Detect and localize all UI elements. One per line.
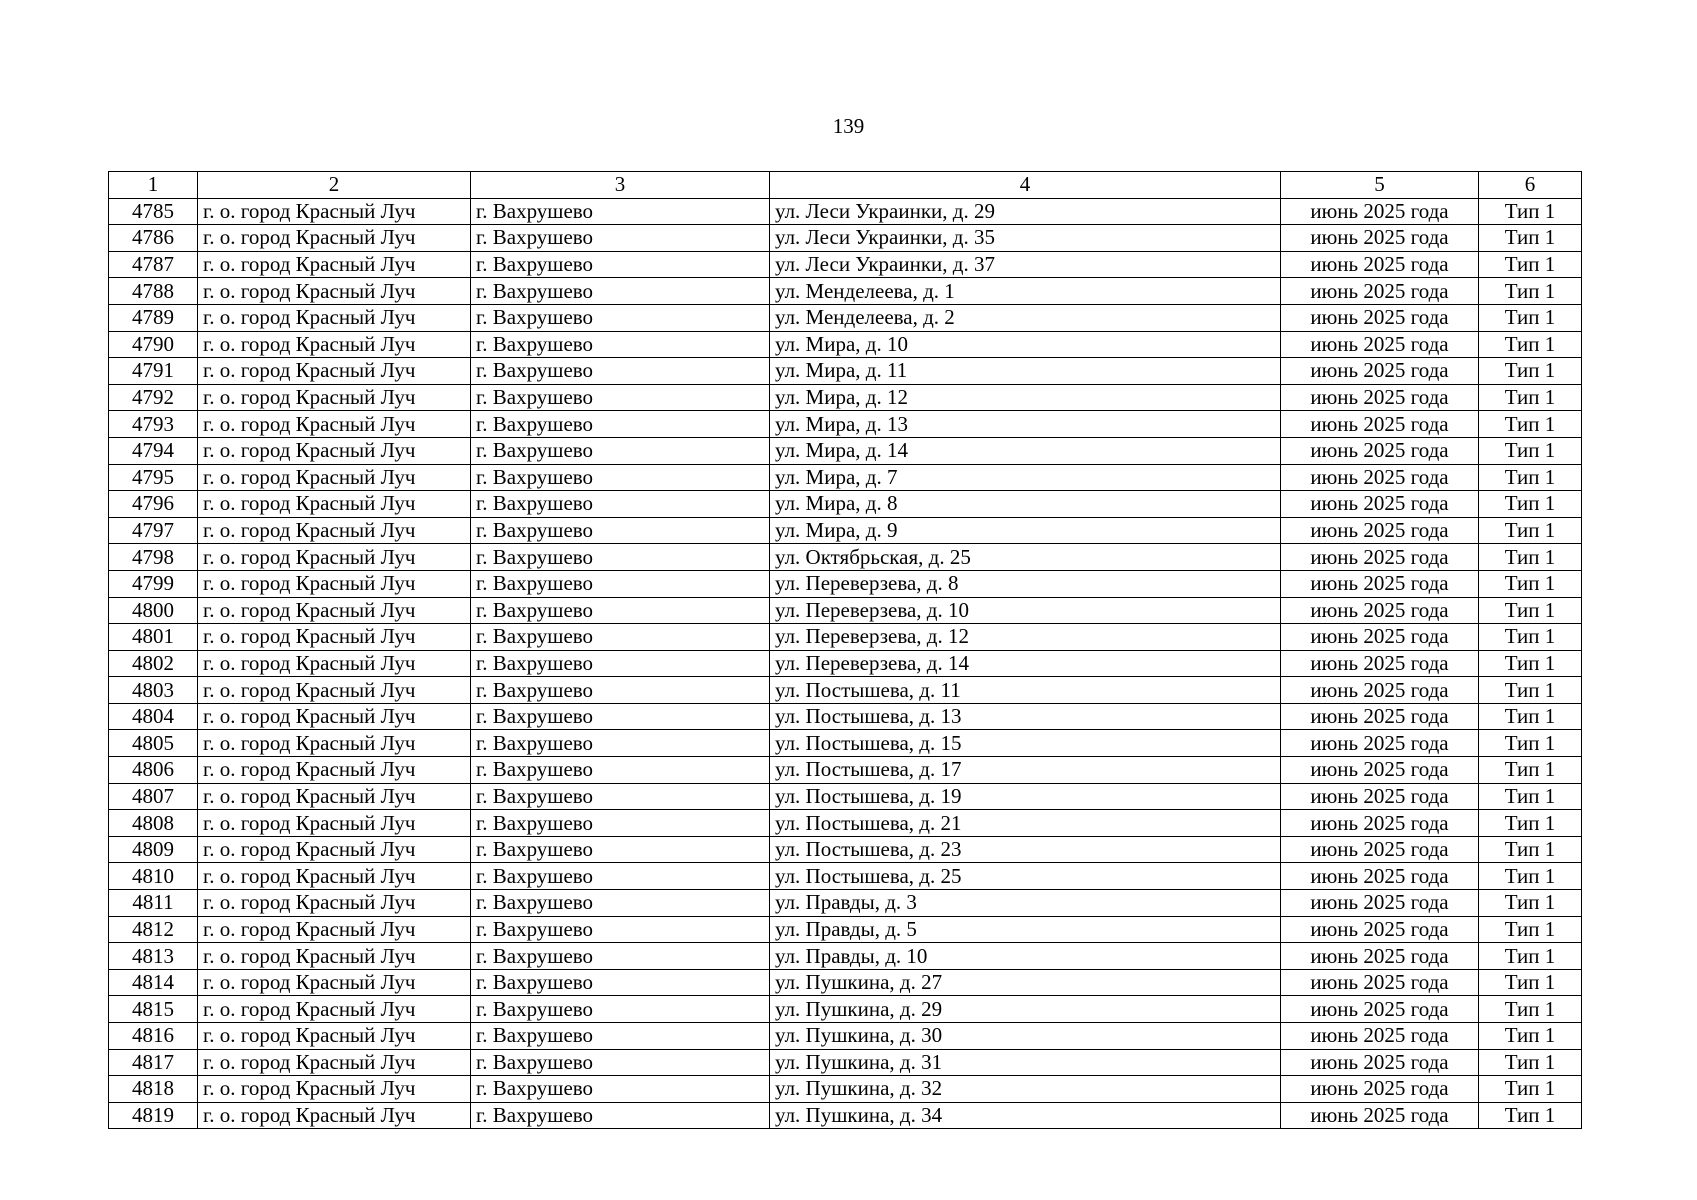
row-number-cell: 4787 (109, 251, 198, 278)
deadline-cell: июнь 2025 года (1281, 650, 1479, 677)
address-cell: ул. Мира, д. 9 (770, 517, 1281, 544)
address-cell: ул. Леси Украинки, д. 37 (770, 251, 1281, 278)
municipality-cell: г. о. город Красный Луч (198, 570, 471, 597)
deadline-cell: июнь 2025 года (1281, 517, 1479, 544)
type-cell: Тип 1 (1479, 863, 1582, 890)
table-row (109, 1076, 1582, 1103)
municipality-cell: г. о. город Красный Луч (198, 1102, 471, 1129)
type-cell: Тип 1 (1479, 650, 1582, 677)
table-row (109, 198, 1582, 225)
address-cell: ул. Правды, д. 3 (770, 890, 1281, 917)
municipality-cell: г. о. город Красный Луч (198, 1023, 471, 1050)
settlement-cell: г. Вахрушево (471, 384, 770, 411)
row-number-cell: 4809 (109, 836, 198, 863)
address-cell: ул. Мира, д. 10 (770, 331, 1281, 358)
column-header: 1 (109, 172, 198, 199)
row-number-cell: 4803 (109, 677, 198, 704)
municipality-cell: г. о. город Красный Луч (198, 757, 471, 784)
settlement-cell: г. Вахрушево (471, 650, 770, 677)
registry-table (108, 171, 1582, 1129)
row-number-cell: 4819 (109, 1102, 198, 1129)
type-cell: Тип 1 (1479, 1049, 1582, 1076)
deadline-cell: июнь 2025 года (1281, 1023, 1479, 1050)
deadline-cell: июнь 2025 года (1281, 1049, 1479, 1076)
type-cell: Тип 1 (1479, 943, 1582, 970)
row-number-cell: 4789 (109, 304, 198, 331)
table-row (109, 464, 1582, 491)
municipality-cell: г. о. город Красный Луч (198, 517, 471, 544)
address-cell: ул. Постышева, д. 23 (770, 836, 1281, 863)
settlement-cell: г. Вахрушево (471, 624, 770, 651)
municipality-cell: г. о. город Красный Луч (198, 836, 471, 863)
type-cell: Тип 1 (1479, 969, 1582, 996)
type-cell: Тип 1 (1479, 783, 1582, 810)
municipality-cell: г. о. город Красный Луч (198, 916, 471, 943)
row-number-cell: 4796 (109, 491, 198, 518)
settlement-cell: г. Вахрушево (471, 597, 770, 624)
table-row (109, 1102, 1582, 1129)
type-cell: Тип 1 (1479, 491, 1582, 518)
settlement-cell: г. Вахрушево (471, 916, 770, 943)
row-number-cell: 4816 (109, 1023, 198, 1050)
settlement-cell: г. Вахрушево (471, 757, 770, 784)
type-cell: Тип 1 (1479, 437, 1582, 464)
settlement-cell: г. Вахрушево (471, 943, 770, 970)
row-number-cell: 4791 (109, 358, 198, 385)
address-cell: ул. Леси Украинки, д. 29 (770, 198, 1281, 225)
row-number-cell: 4788 (109, 278, 198, 305)
settlement-cell: г. Вахрушево (471, 331, 770, 358)
row-number-cell: 4818 (109, 1076, 198, 1103)
settlement-cell: г. Вахрушево (471, 304, 770, 331)
column-header: 6 (1479, 172, 1582, 199)
address-cell: ул. Мира, д. 8 (770, 491, 1281, 518)
table-row (109, 304, 1582, 331)
address-cell: ул. Постышева, д. 17 (770, 757, 1281, 784)
type-cell: Тип 1 (1479, 677, 1582, 704)
municipality-cell: г. о. город Красный Луч (198, 943, 471, 970)
settlement-cell: г. Вахрушево (471, 677, 770, 704)
deadline-cell: июнь 2025 года (1281, 225, 1479, 252)
settlement-cell: г. Вахрушево (471, 437, 770, 464)
deadline-cell: июнь 2025 года (1281, 730, 1479, 757)
municipality-cell: г. о. город Красный Луч (198, 677, 471, 704)
table-row (109, 677, 1582, 704)
settlement-cell: г. Вахрушево (471, 251, 770, 278)
settlement-cell: г. Вахрушево (471, 703, 770, 730)
type-cell: Тип 1 (1479, 1102, 1582, 1129)
municipality-cell: г. о. город Красный Луч (198, 225, 471, 252)
deadline-cell: июнь 2025 года (1281, 437, 1479, 464)
row-number-cell: 4785 (109, 198, 198, 225)
type-cell: Тип 1 (1479, 757, 1582, 784)
row-number-cell: 4792 (109, 384, 198, 411)
address-cell: ул. Октябрьская, д. 25 (770, 544, 1281, 571)
table-row (109, 943, 1582, 970)
address-cell: ул. Пушкина, д. 32 (770, 1076, 1281, 1103)
type-cell: Тип 1 (1479, 730, 1582, 757)
header-row (109, 172, 1582, 199)
municipality-cell: г. о. город Красный Луч (198, 703, 471, 730)
municipality-cell: г. о. город Красный Луч (198, 650, 471, 677)
row-number-cell: 4794 (109, 437, 198, 464)
row-number-cell: 4790 (109, 331, 198, 358)
deadline-cell: июнь 2025 года (1281, 916, 1479, 943)
municipality-cell: г. о. город Красный Луч (198, 358, 471, 385)
row-number-cell: 4813 (109, 943, 198, 970)
address-cell: ул. Мира, д. 11 (770, 358, 1281, 385)
deadline-cell: июнь 2025 года (1281, 836, 1479, 863)
table-row (109, 597, 1582, 624)
row-number-cell: 4786 (109, 225, 198, 252)
settlement-cell: г. Вахрушево (471, 225, 770, 252)
settlement-cell: г. Вахрушево (471, 969, 770, 996)
table-row (109, 863, 1582, 890)
address-cell: ул. Постышева, д. 19 (770, 783, 1281, 810)
type-cell: Тип 1 (1479, 916, 1582, 943)
table-row (109, 411, 1582, 438)
address-cell: ул. Постышева, д. 11 (770, 677, 1281, 704)
municipality-cell: г. о. город Красный Луч (198, 890, 471, 917)
type-cell: Тип 1 (1479, 836, 1582, 863)
row-number-cell: 4812 (109, 916, 198, 943)
type-cell: Тип 1 (1479, 703, 1582, 730)
settlement-cell: г. Вахрушево (471, 783, 770, 810)
address-cell: ул. Постышева, д. 13 (770, 703, 1281, 730)
row-number-cell: 4798 (109, 544, 198, 571)
table-header (109, 172, 1582, 199)
municipality-cell: г. о. город Красный Луч (198, 464, 471, 491)
municipality-cell: г. о. город Красный Луч (198, 198, 471, 225)
municipality-cell: г. о. город Красный Луч (198, 996, 471, 1023)
address-cell: ул. Пушкина, д. 31 (770, 1049, 1281, 1076)
municipality-cell: г. о. город Красный Луч (198, 411, 471, 438)
deadline-cell: июнь 2025 года (1281, 996, 1479, 1023)
table-row (109, 996, 1582, 1023)
row-number-cell: 4811 (109, 890, 198, 917)
municipality-cell: г. о. город Красный Луч (198, 251, 471, 278)
type-cell: Тип 1 (1479, 384, 1582, 411)
deadline-cell: июнь 2025 года (1281, 464, 1479, 491)
settlement-cell: г. Вахрушево (471, 278, 770, 305)
table-row (109, 384, 1582, 411)
deadline-cell: июнь 2025 года (1281, 783, 1479, 810)
deadline-cell: июнь 2025 года (1281, 570, 1479, 597)
municipality-cell: г. о. город Красный Луч (198, 491, 471, 518)
settlement-cell: г. Вахрушево (471, 1102, 770, 1129)
settlement-cell: г. Вахрушево (471, 517, 770, 544)
type-cell: Тип 1 (1479, 996, 1582, 1023)
table-row (109, 836, 1582, 863)
type-cell: Тип 1 (1479, 810, 1582, 837)
address-cell: ул. Постышева, д. 21 (770, 810, 1281, 837)
municipality-cell: г. о. город Красный Луч (198, 783, 471, 810)
deadline-cell: июнь 2025 года (1281, 1076, 1479, 1103)
row-number-cell: 4815 (109, 996, 198, 1023)
municipality-cell: г. о. город Красный Луч (198, 597, 471, 624)
settlement-cell: г. Вахрушево (471, 730, 770, 757)
deadline-cell: июнь 2025 года (1281, 757, 1479, 784)
type-cell: Тип 1 (1479, 890, 1582, 917)
row-number-cell: 4799 (109, 570, 198, 597)
table-row (109, 544, 1582, 571)
deadline-cell: июнь 2025 года (1281, 544, 1479, 571)
row-number-cell: 4802 (109, 650, 198, 677)
type-cell: Тип 1 (1479, 225, 1582, 252)
address-cell: ул. Мира, д. 14 (770, 437, 1281, 464)
table-row (109, 437, 1582, 464)
row-number-cell: 4804 (109, 703, 198, 730)
address-cell: ул. Мира, д. 7 (770, 464, 1281, 491)
page-number: 139 (832, 114, 865, 138)
municipality-cell: г. о. город Красный Луч (198, 624, 471, 651)
municipality-cell: г. о. город Красный Луч (198, 384, 471, 411)
type-cell: Тип 1 (1479, 464, 1582, 491)
municipality-cell: г. о. город Красный Луч (198, 278, 471, 305)
deadline-cell: июнь 2025 года (1281, 703, 1479, 730)
deadline-cell: июнь 2025 года (1281, 358, 1479, 385)
municipality-cell: г. о. город Красный Луч (198, 969, 471, 996)
row-number-cell: 4795 (109, 464, 198, 491)
table-row (109, 570, 1582, 597)
row-number-cell: 4805 (109, 730, 198, 757)
address-cell: ул. Мира, д. 13 (770, 411, 1281, 438)
deadline-cell: июнь 2025 года (1281, 304, 1479, 331)
column-header: 4 (770, 172, 1281, 199)
table-row (109, 1023, 1582, 1050)
deadline-cell: июнь 2025 года (1281, 863, 1479, 890)
table-body (109, 198, 1582, 1129)
settlement-cell: г. Вахрушево (471, 996, 770, 1023)
table-row (109, 783, 1582, 810)
table-row (109, 624, 1582, 651)
address-cell: ул. Пушкина, д. 29 (770, 996, 1281, 1023)
table-row (109, 730, 1582, 757)
table-row (109, 703, 1582, 730)
settlement-cell: г. Вахрушево (471, 1076, 770, 1103)
deadline-cell: июнь 2025 года (1281, 251, 1479, 278)
type-cell: Тип 1 (1479, 570, 1582, 597)
column-header: 5 (1281, 172, 1479, 199)
municipality-cell: г. о. город Красный Луч (198, 730, 471, 757)
deadline-cell: июнь 2025 года (1281, 677, 1479, 704)
row-number-cell: 4797 (109, 517, 198, 544)
municipality-cell: г. о. город Красный Луч (198, 331, 471, 358)
municipality-cell: г. о. город Красный Луч (198, 304, 471, 331)
settlement-cell: г. Вахрушево (471, 491, 770, 518)
table-row (109, 969, 1582, 996)
deadline-cell: июнь 2025 года (1281, 810, 1479, 837)
table-row (109, 278, 1582, 305)
deadline-cell: июнь 2025 года (1281, 278, 1479, 305)
deadline-cell: июнь 2025 года (1281, 384, 1479, 411)
address-cell: ул. Постышева, д. 15 (770, 730, 1281, 757)
table-row (109, 1049, 1582, 1076)
table-row (109, 331, 1582, 358)
municipality-cell: г. о. город Красный Луч (198, 544, 471, 571)
type-cell: Тип 1 (1479, 304, 1582, 331)
type-cell: Тип 1 (1479, 278, 1582, 305)
type-cell: Тип 1 (1479, 198, 1582, 225)
settlement-cell: г. Вахрушево (471, 198, 770, 225)
row-number-cell: 4806 (109, 757, 198, 784)
address-cell: ул. Менделеева, д. 1 (770, 278, 1281, 305)
type-cell: Тип 1 (1479, 544, 1582, 571)
type-cell: Тип 1 (1479, 1023, 1582, 1050)
municipality-cell: г. о. город Красный Луч (198, 863, 471, 890)
deadline-cell: июнь 2025 года (1281, 943, 1479, 970)
settlement-cell: г. Вахрушево (471, 890, 770, 917)
table-row (109, 251, 1582, 278)
address-cell: ул. Правды, д. 5 (770, 916, 1281, 943)
type-cell: Тип 1 (1479, 1076, 1582, 1103)
settlement-cell: г. Вахрушево (471, 1049, 770, 1076)
settlement-cell: г. Вахрушево (471, 411, 770, 438)
table-row (109, 650, 1582, 677)
address-cell: ул. Переверзева, д. 8 (770, 570, 1281, 597)
table-row (109, 810, 1582, 837)
municipality-cell: г. о. город Красный Луч (198, 810, 471, 837)
type-cell: Тип 1 (1479, 517, 1582, 544)
row-number-cell: 4808 (109, 810, 198, 837)
type-cell: Тип 1 (1479, 251, 1582, 278)
deadline-cell: июнь 2025 года (1281, 890, 1479, 917)
row-number-cell: 4810 (109, 863, 198, 890)
settlement-cell: г. Вахрушево (471, 1023, 770, 1050)
address-cell: ул. Переверзева, д. 14 (770, 650, 1281, 677)
row-number-cell: 4807 (109, 783, 198, 810)
address-cell: ул. Леси Украинки, д. 35 (770, 225, 1281, 252)
deadline-cell: июнь 2025 года (1281, 491, 1479, 518)
row-number-cell: 4801 (109, 624, 198, 651)
settlement-cell: г. Вахрушево (471, 863, 770, 890)
municipality-cell: г. о. город Красный Луч (198, 1076, 471, 1103)
deadline-cell: июнь 2025 года (1281, 1102, 1479, 1129)
settlement-cell: г. Вахрушево (471, 836, 770, 863)
deadline-cell: июнь 2025 года (1281, 597, 1479, 624)
address-cell: ул. Правды, д. 10 (770, 943, 1281, 970)
table-row (109, 757, 1582, 784)
settlement-cell: г. Вахрушево (471, 358, 770, 385)
address-cell: ул. Переверзева, д. 12 (770, 624, 1281, 651)
row-number-cell: 4814 (109, 969, 198, 996)
address-cell: ул. Пушкина, д. 34 (770, 1102, 1281, 1129)
table-row (109, 517, 1582, 544)
address-cell: ул. Постышева, д. 25 (770, 863, 1281, 890)
municipality-cell: г. о. город Красный Луч (198, 1049, 471, 1076)
settlement-cell: г. Вахрушево (471, 544, 770, 571)
deadline-cell: июнь 2025 года (1281, 969, 1479, 996)
type-cell: Тип 1 (1479, 411, 1582, 438)
table-row (109, 358, 1582, 385)
settlement-cell: г. Вахрушево (471, 810, 770, 837)
settlement-cell: г. Вахрушево (471, 464, 770, 491)
row-number-cell: 4817 (109, 1049, 198, 1076)
municipality-cell: г. о. город Красный Луч (198, 437, 471, 464)
type-cell: Тип 1 (1479, 624, 1582, 651)
column-header: 3 (471, 172, 770, 199)
address-cell: ул. Мира, д. 12 (770, 384, 1281, 411)
deadline-cell: июнь 2025 года (1281, 198, 1479, 225)
row-number-cell: 4800 (109, 597, 198, 624)
type-cell: Тип 1 (1479, 358, 1582, 385)
type-cell: Тип 1 (1479, 331, 1582, 358)
address-cell: ул. Менделеева, д. 2 (770, 304, 1281, 331)
table-row (109, 491, 1582, 518)
column-header: 2 (198, 172, 471, 199)
deadline-cell: июнь 2025 года (1281, 331, 1479, 358)
deadline-cell: июнь 2025 года (1281, 411, 1479, 438)
row-number-cell: 4793 (109, 411, 198, 438)
address-cell: ул. Переверзева, д. 10 (770, 597, 1281, 624)
type-cell: Тип 1 (1479, 597, 1582, 624)
address-cell: ул. Пушкина, д. 30 (770, 1023, 1281, 1050)
address-cell: ул. Пушкина, д. 27 (770, 969, 1281, 996)
table-row (109, 225, 1582, 252)
table-row (109, 916, 1582, 943)
table-row (109, 890, 1582, 917)
settlement-cell: г. Вахрушево (471, 570, 770, 597)
deadline-cell: июнь 2025 года (1281, 624, 1479, 651)
